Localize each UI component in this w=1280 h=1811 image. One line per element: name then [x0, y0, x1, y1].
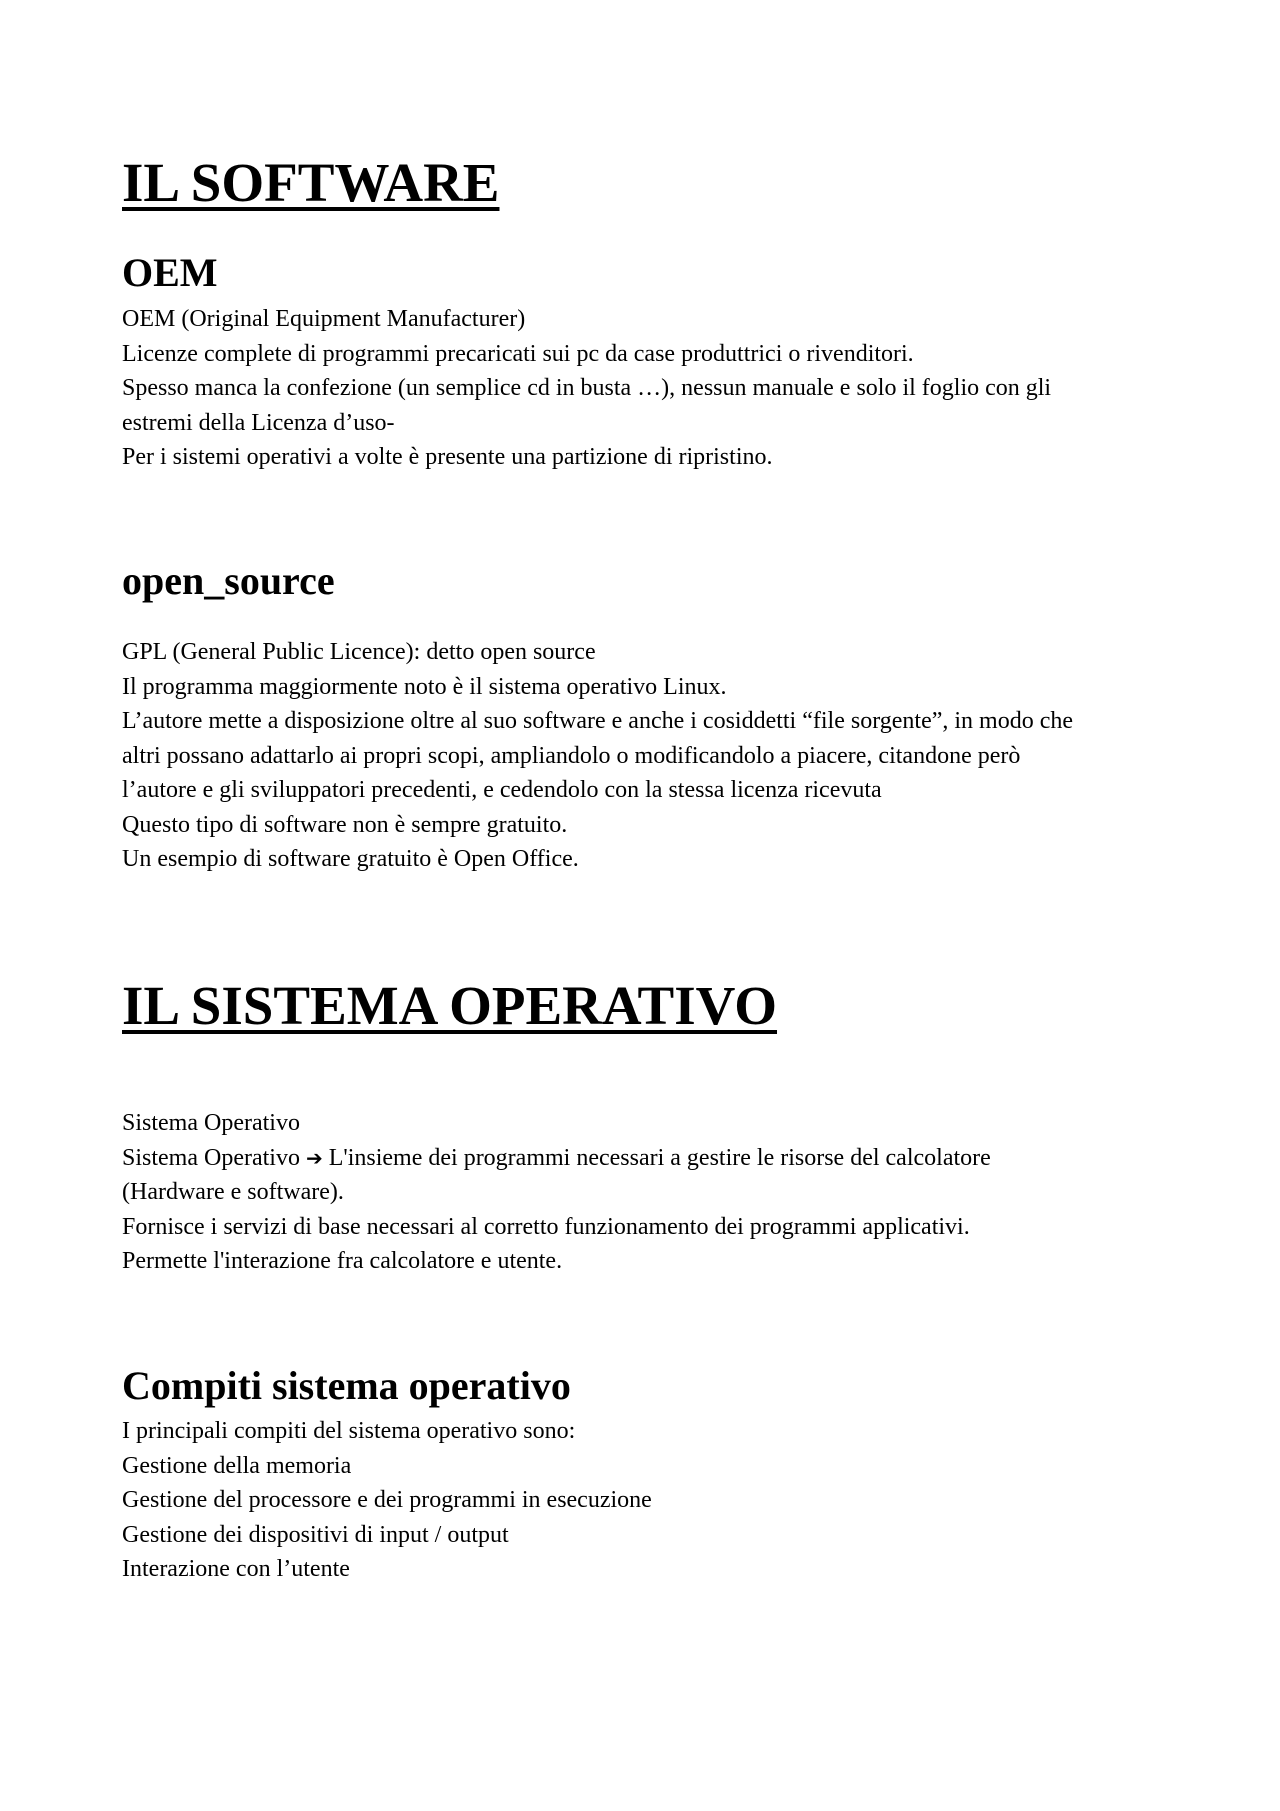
open-source-line: GPL (General Public Licence): detto open source — [122, 639, 596, 665]
definition-text: L'insieme dei programmi necessari a gestire le risorse del calcolatore — [328, 1144, 991, 1171]
open-source-line: altri possano adattarlo ai propri scopi, ampliandolo o modificandolo a piacere, citandone però — [122, 742, 1021, 769]
open-source-line: Questo tipo di software non è sempre gratuito. — [122, 811, 568, 838]
heading-il-sistema-operativo: IL SISTEMA OPERATIVO — [122, 975, 778, 1036]
compiti-line: Gestione del processore e dei programmi in esecuzione — [122, 1487, 652, 1513]
heading-open-source: open_source — [122, 558, 335, 603]
definition-term: Sistema Operativo — [122, 1144, 300, 1171]
oem-line: estremi della Licenza d’uso- — [122, 409, 395, 436]
oem-line: Licenze complete di programmi precaricati sui pc da case produttrici o rivenditori. — [122, 340, 914, 367]
open-source-paragraph — [122, 635, 1172, 877]
sistema-operativo-line: (Hardware e software). — [122, 1179, 344, 1205]
oem-line: OEM (Original Equipment Manufacturer) — [122, 306, 526, 332]
oem-paragraph — [122, 302, 1172, 475]
open-source-line: L’autore mette a disposizione oltre al suo software e anche i cosiddetti “file sorgente”, in modo che — [122, 708, 1074, 734]
compiti-line: Gestione dei dispositivi di input / output — [122, 1521, 509, 1548]
compiti-line: Gestione della memoria — [122, 1452, 352, 1479]
open-source-line: Il programma maggiormente noto è il sistema operativo Linux. — [122, 673, 727, 700]
sistema-operativo-paragraph — [122, 1106, 1172, 1279]
oem-line: Spesso manca la confezione (un semplice cd in busta …), nessun manuale e solo il foglio con gli — [122, 375, 1052, 401]
compiti-line: I principali compiti del sistema operativo sono: — [122, 1418, 576, 1444]
heading-oem: OEM — [122, 250, 218, 295]
open-source-line: Un esempio di software gratuito è Open Office. — [122, 846, 579, 872]
heading-il-software: IL SOFTWARE — [122, 152, 500, 213]
heading-compiti-sistema-operativo: Compiti sistema operativo — [122, 1363, 571, 1408]
open-source-line: l’autore e gli sviluppatori precedenti, e cedendolo con la stessa licenza ricevuta — [122, 777, 882, 803]
sistema-operativo-line: Fornisce i servizi di base necessari al corretto funzionamento dei programmi applicativi. — [122, 1213, 970, 1240]
sistema-operativo-line: Sistema Operativo — [122, 1110, 300, 1136]
sistema-operativo-line: Permette l'interazione fra calcolatore e utente. — [122, 1248, 563, 1274]
sistema-operativo-definition-line — [122, 1141, 1172, 1176]
arrow-right-icon: ➔ — [305, 1145, 323, 1170]
compiti-line: Interazione con l’utente — [122, 1556, 350, 1582]
compiti-paragraph — [122, 1414, 1172, 1587]
oem-line: Per i sistemi operativi a volte è presente una partizione di ripristino. — [122, 444, 773, 470]
